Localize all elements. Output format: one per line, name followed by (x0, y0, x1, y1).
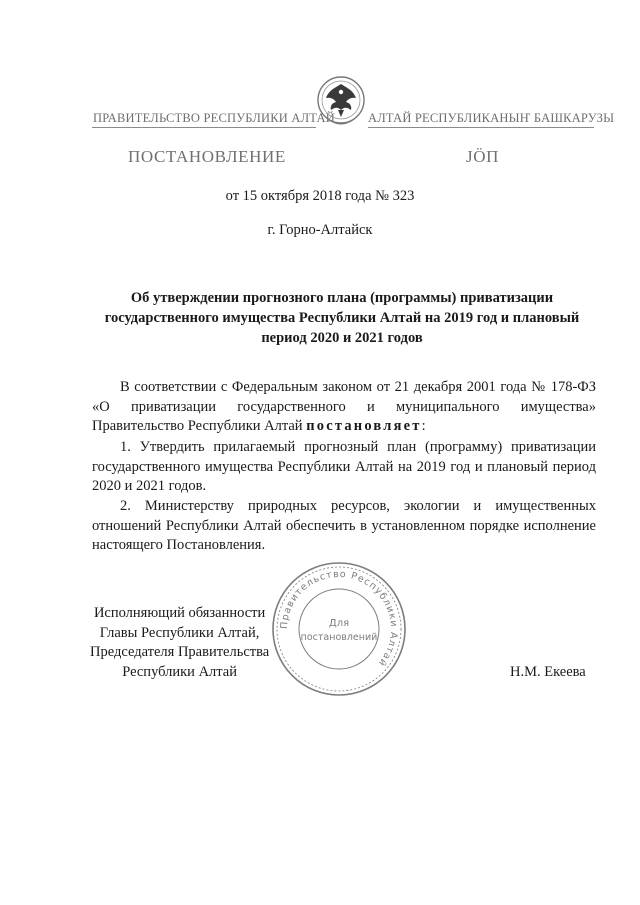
signatory-name: Н.М. Екеева (510, 664, 586, 680)
stamp-center-line1: Для (328, 618, 350, 629)
preamble-paragraph (92, 378, 596, 437)
header-left-text: ПРАВИТЕЛЬСТВО РЕСПУБЛИКИ АЛТАЙ (93, 111, 335, 125)
preamble-end: : (421, 418, 426, 434)
doc-type-ru: ПОСТАНОВЛЕНИЕ (128, 147, 286, 166)
document-title: Об утверждении прогнозного плана (программы) приватизации государственного имущества Республики Алтай на 2019 год и плановый период 2020 и 2021 годов (104, 290, 580, 346)
doc-type-alt: ЈÖП (466, 147, 499, 166)
preamble-text: В соответствии с Федеральным законом от 21 декабря 2001 года № 178-ФЗ «О приватизации государственного и муниципального имущества» Правительство Республики Алтай (92, 379, 596, 434)
stamp-center-line2: постановлений (300, 632, 378, 643)
signatory-line-2: Главы Республики Алтай, (99, 624, 260, 641)
header-right-text: АЛТАЙ РЕСПУБЛИКАНЫҤ БАШКАРУЗЫ (368, 111, 615, 125)
action-word: постановляет (306, 418, 422, 434)
signatory-line-1: Исполняющий обязанности (93, 605, 266, 621)
republic-emblem-icon (315, 70, 367, 134)
header-right-underline (368, 127, 594, 128)
header-left-underline (92, 127, 316, 128)
item-1-paragraph: 1. Утвердить прилагаемый прогнозный план (программу) приватизации государственного имущества Республики Алтай на 2019 год и плановый период 2020 и 2021 годов. (92, 439, 596, 494)
city-line: г. Горно-Алтайск (267, 222, 373, 238)
signatory-position (90, 604, 269, 682)
date-number-line: от 15 октября 2018 года № 323 (225, 188, 415, 204)
official-stamp (270, 560, 408, 698)
stamp-outer-text: Правительство Республики Алтай (278, 568, 400, 669)
signatory-line-4: Республики Алтай (122, 663, 237, 680)
item-2-paragraph: 2. Министерству природных ресурсов, экологии и имущественных отношений Республики Алтай обеспечить в установленном порядке исполнение настоящего Постановления. (92, 498, 596, 553)
signatory-line-3: Председателя Правительства (90, 644, 270, 660)
